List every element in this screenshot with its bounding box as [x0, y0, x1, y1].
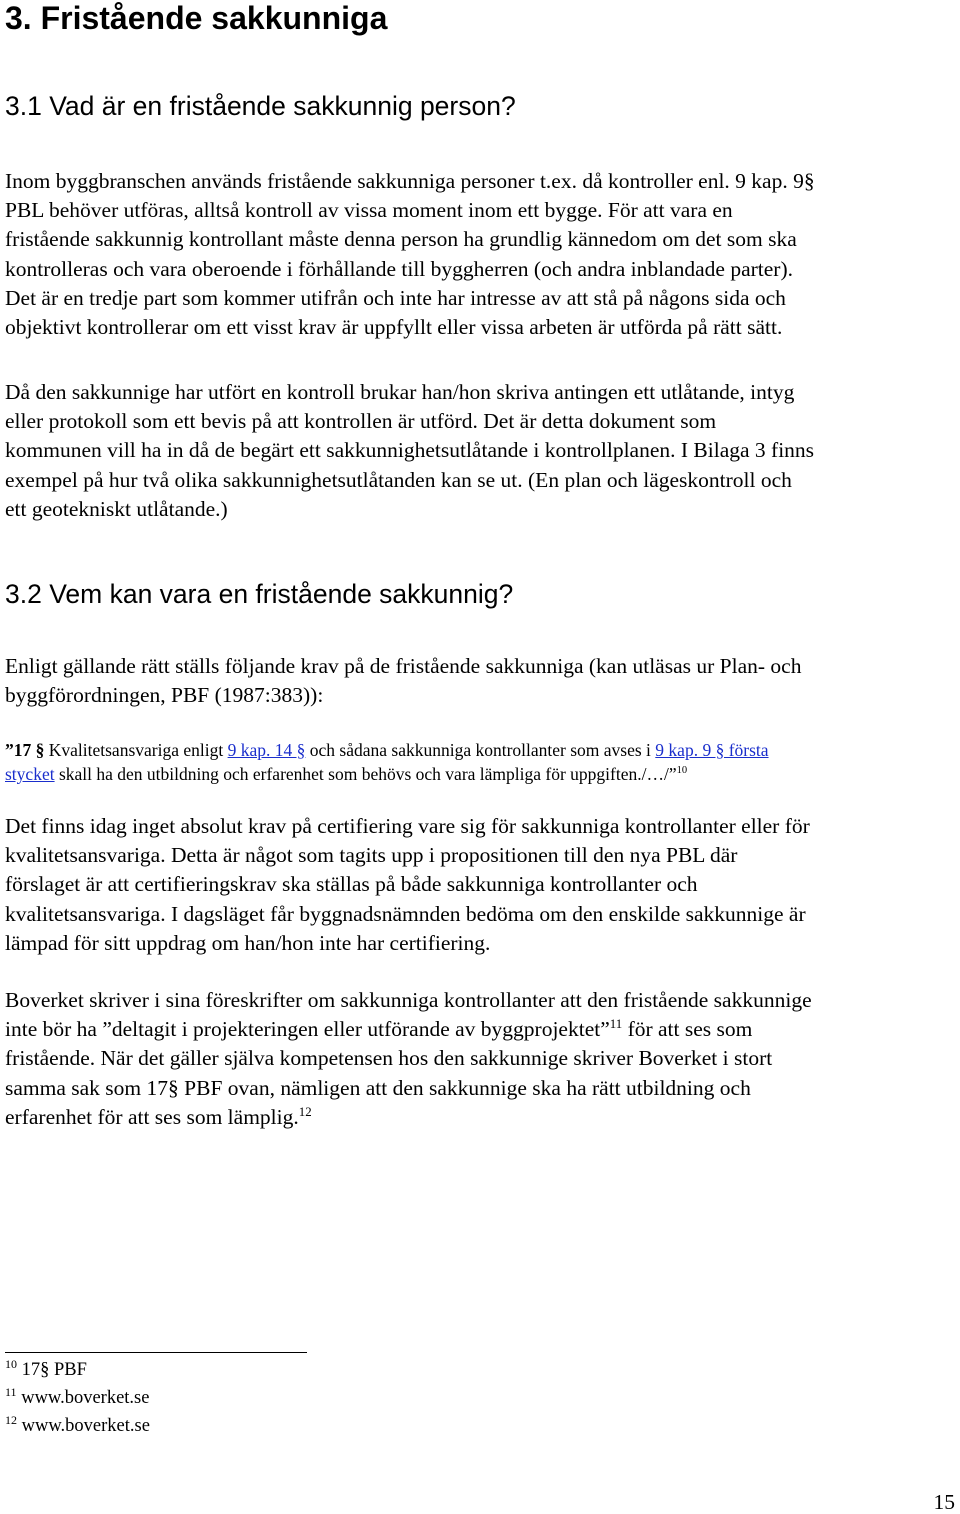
footnote-number: 12 [5, 1412, 18, 1427]
footnote-ref: 12 [298, 1104, 312, 1119]
footnote-text: www.boverket.se [21, 1388, 150, 1408]
footnote-text: 17§ PBF [21, 1360, 87, 1380]
text-line: byggförordningen, PBF (1987:383)): [5, 683, 324, 708]
text-segment: för att ses som [622, 1017, 753, 1042]
text-line [5, 1015, 812, 1044]
footnote-number: 11 [5, 1384, 17, 1399]
text-line: samma sak som 17§ PBF ovan, nämligen att den sakkunnige ska ha rätt utbildning och [5, 1075, 751, 1100]
text-line: PBL behöver utföras, alltså kontroll av vissa moment inom ett bygge. För att vara en [5, 198, 733, 223]
text-line: eller protokoll som ett bevis på att kontrollen är utförd. Det är detta dokument som [5, 409, 717, 434]
footnote-10 [5, 1356, 87, 1384]
text-line: Det är en tredje part som kommer utifrån och inte har intresse av att stå på någons sida och [5, 285, 786, 310]
footnote-number: 10 [5, 1356, 18, 1371]
footnote-ref: 11 [609, 1017, 623, 1032]
text-line: lämpad för sitt uppdrag om han/hon inte har certifiering. [5, 930, 491, 955]
text-segment: inte bör ha ”deltagit i projekteringen eller utförande av byggprojektet” [5, 1017, 610, 1042]
text-line: Inom byggbranschen används fristående sakkunniga personer t.ex. då kontroller enl. 9 kap. 9§ [5, 169, 815, 193]
chapter-heading: 3. Fristående sakkunniga [5, 0, 388, 36]
section-1-paragraph-1 [5, 167, 815, 342]
footnote-text: www.boverket.se [21, 1416, 150, 1436]
section-2-paragraph-4 [5, 986, 812, 1132]
footnote-11 [5, 1384, 149, 1412]
quote-text: skall ha den utbildning och erfarenhet som behövs och vara lämpliga för uppgiften./…/” [54, 764, 677, 784]
text-line: exempel på hur två olika sakkunnighetsutlåtanden kan se ut. (En plan och lägeskontroll och [5, 467, 792, 492]
quote-text: Kvalitetsansvariga enligt [44, 740, 228, 760]
text-line: objektivt kontrollerar om ett visst krav är uppfyllt eller vissa arbeten är utförda på rätt sätt. [5, 315, 783, 340]
text-line: kvalitetsansvariga. I dagsläget får byggnadsnämnden bedöma om den enskilde sakkunnige är [5, 901, 806, 926]
text-line: fristående. När det gäller själva kompetensen hos den sakkunnige skriver Boverket i stort [5, 1046, 773, 1071]
law-link-9-kap-9[interactable]: 9 kap. 9 § första [655, 740, 769, 760]
text-line: ett geotekniskt utlåtande.) [5, 496, 228, 521]
text-line [5, 1103, 812, 1132]
section-2-intro [5, 652, 801, 710]
text-line: fristående sakkunnig kontrollant måste denna person ha grundlig kännedom om det som ska [5, 227, 797, 252]
page-number: 15 [933, 1490, 955, 1514]
footnote-ref: 10 [676, 765, 688, 777]
text-line: kontrolleras och vara oberoende i förhållande till byggherren (och andra inblandade parter). [5, 256, 793, 281]
footnote-12 [5, 1412, 150, 1440]
section-1-title: 3.1 Vad är en fristående sakkunnig person? [5, 91, 516, 121]
text-line: Det finns idag inget absolut krav på certifiering vare sig för sakkunniga kontrollanter eller för [5, 814, 810, 838]
quote-line-1 [5, 738, 769, 762]
quote-line-2 [5, 762, 769, 786]
section-2-paragraph-3 [5, 812, 810, 958]
text-segment: erfarenhet för att ses som lämplig. [5, 1104, 299, 1129]
text-line: kvalitetsansvariga. Detta är något som tagits upp i propositionen till den nya PBL där [5, 843, 738, 868]
text-line: förslaget är att certifieringskrav ska ställas på både sakkunniga kontrollanter och [5, 872, 698, 897]
quote-lead: ”17 § [5, 740, 45, 760]
text-line: Då den sakkunnige har utfört en kontroll brukar han/hon skriva antingen ett utlåtande, intyg [5, 380, 795, 404]
law-link-9-kap-14[interactable]: 9 kap. 14 § [227, 740, 306, 760]
law-link-stycket[interactable]: stycket [5, 764, 55, 784]
section-2-title: 3.2 Vem kan vara en fristående sakkunnig? [5, 579, 514, 609]
quote-text: och sådana sakkunniga kontrollanter som avses i [305, 740, 656, 760]
footnote-divider [5, 1352, 307, 1353]
text-line: Enligt gällande rätt ställs följande krav på de fristående sakkunniga (kan utläsas ur Plan- och [5, 654, 802, 678]
text-line: kommunen vill ha in då de begärt ett sakkunnighetsutlåtande i kontrollplanen. I Bilaga 3 finns [5, 438, 815, 463]
law-quote [5, 738, 769, 786]
section-1-paragraph-2 [5, 378, 814, 524]
text-line: Boverket skriver i sina föreskrifter om sakkunniga kontrollanter att den fristående sakkunnige [5, 988, 812, 1012]
